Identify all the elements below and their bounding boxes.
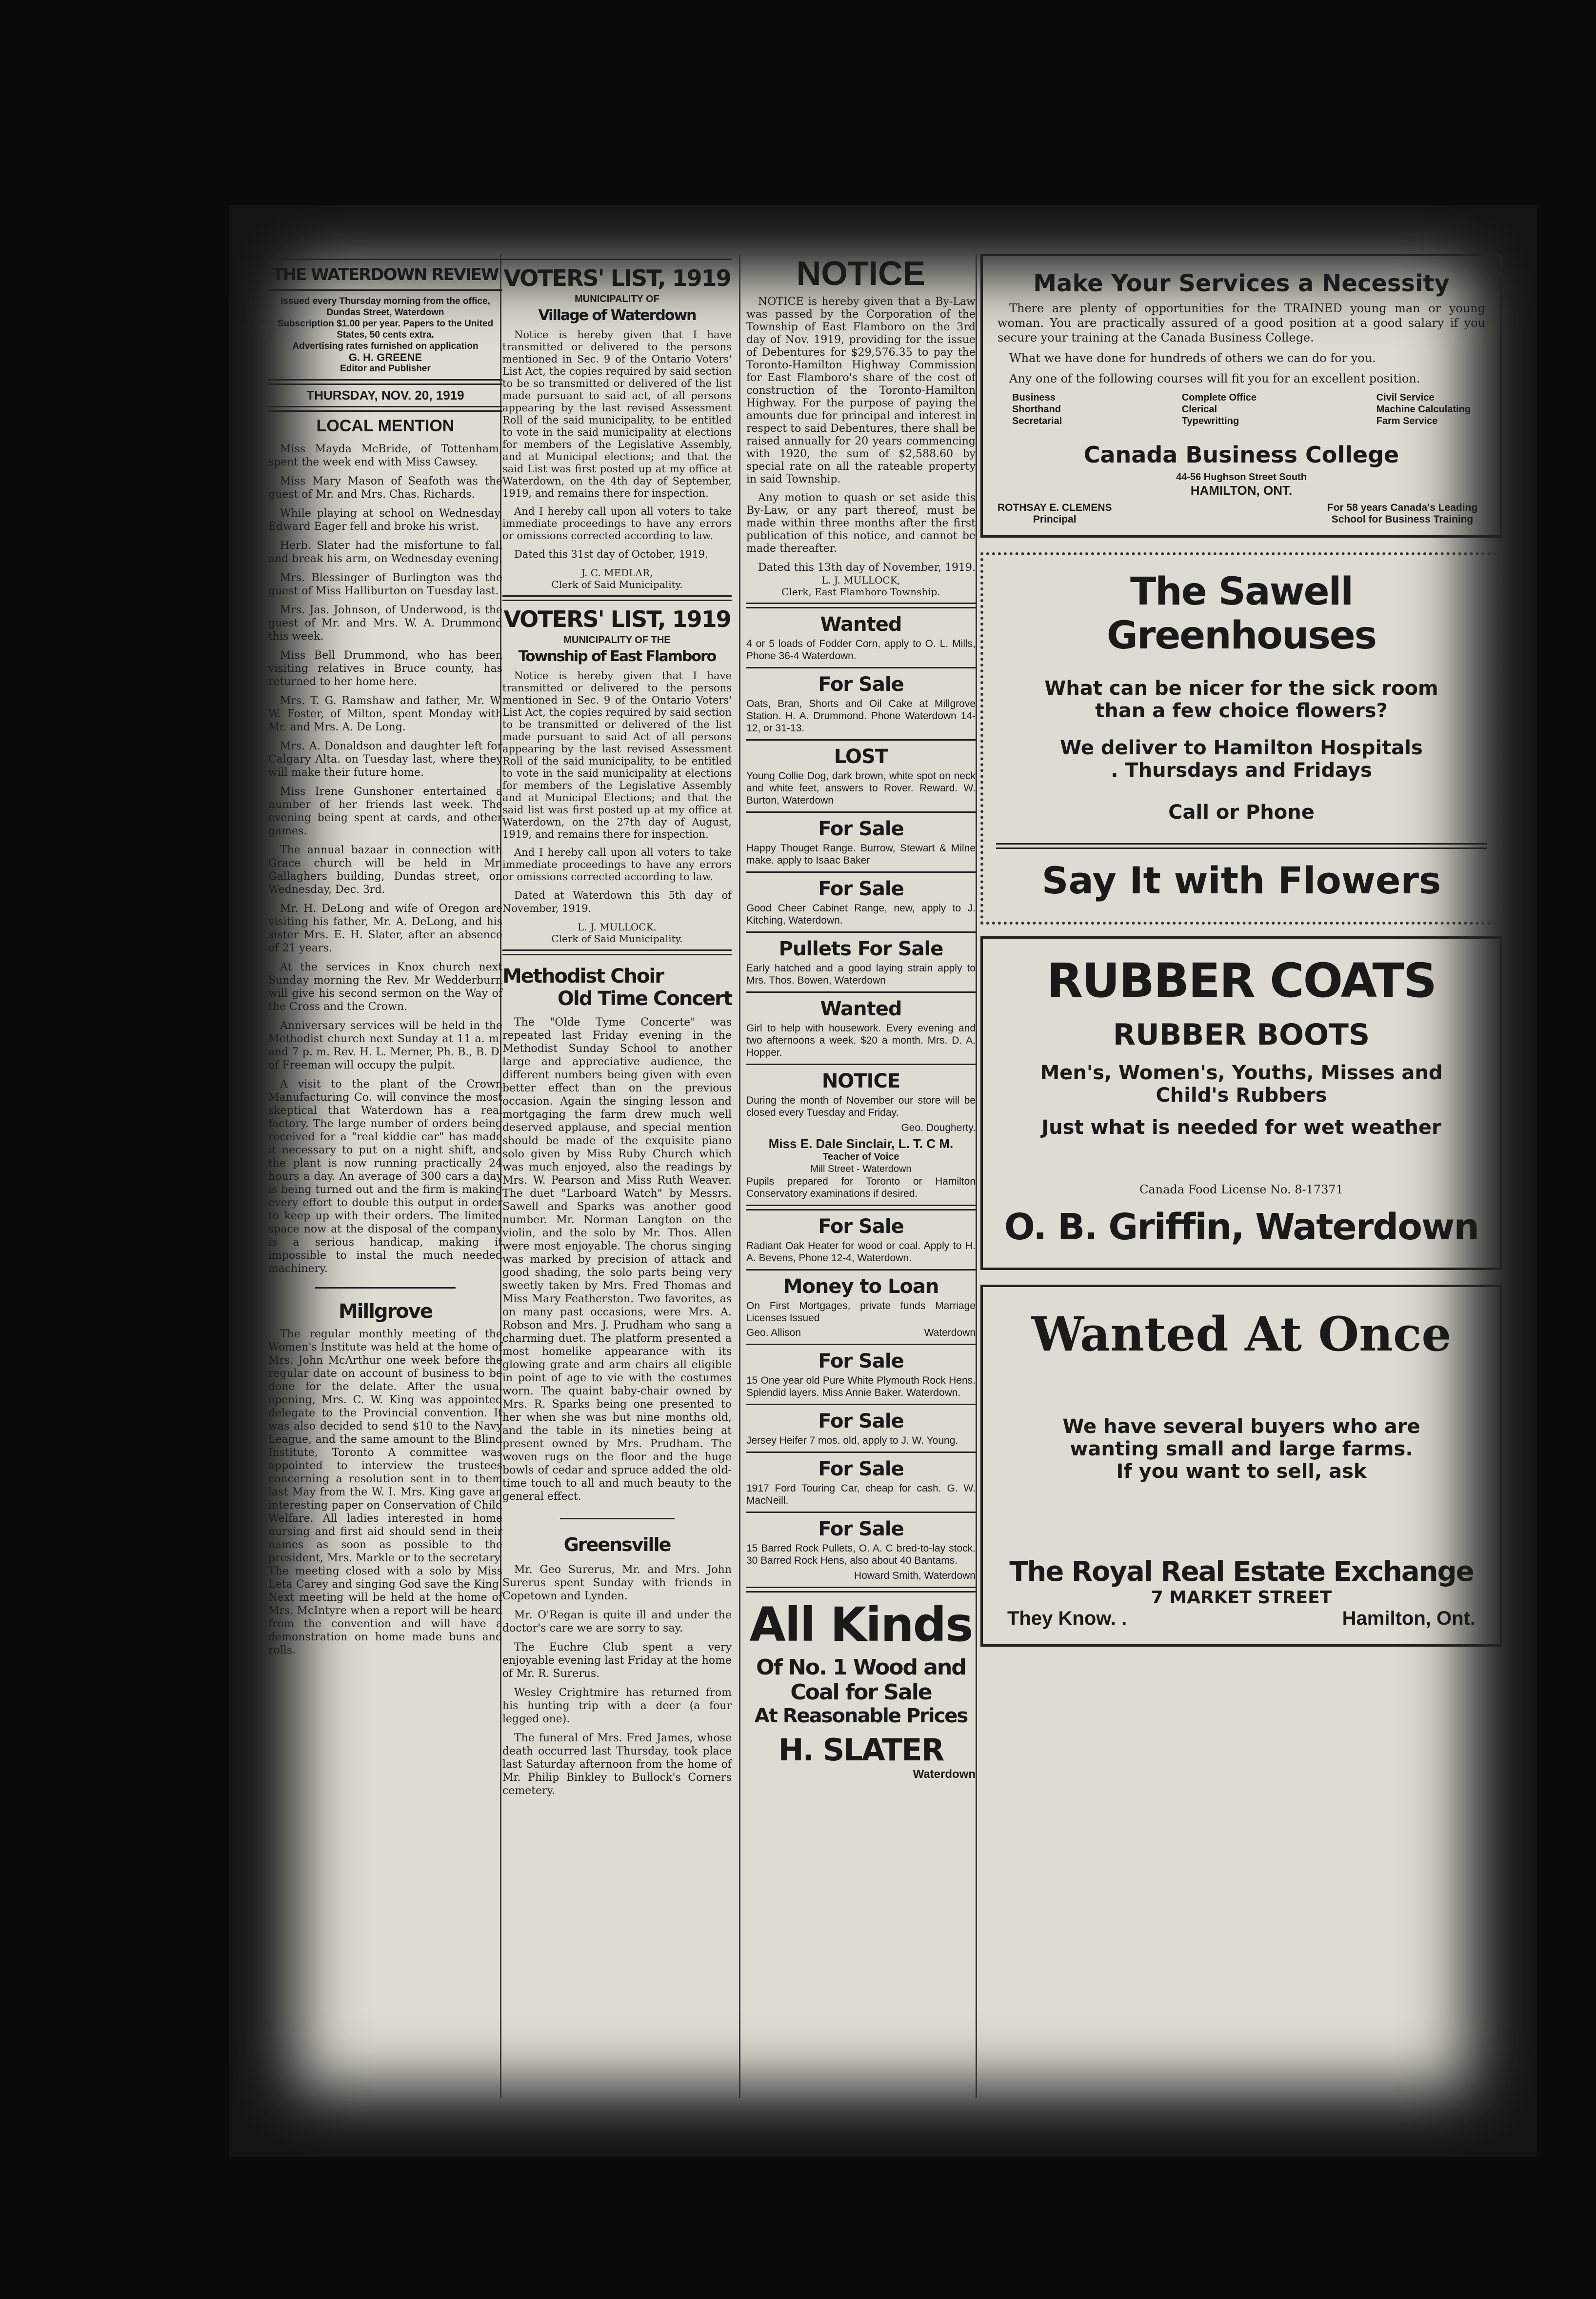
masthead-editor: G. H. GREENE — [348, 351, 422, 363]
classified-ad — [746, 998, 976, 1059]
section-title: Millgrove — [339, 1300, 432, 1323]
course-item: Farm Service — [1376, 416, 1438, 426]
divider — [746, 871, 976, 873]
notice-dated: Dated this 13th day of November, 1919. — [758, 562, 976, 574]
ad-signature: Geo. Allison — [746, 1327, 801, 1338]
divider — [746, 1512, 976, 1513]
classified-ad — [746, 613, 976, 662]
classifieds-list — [746, 613, 976, 1134]
principal-role: Principal — [1033, 514, 1077, 525]
course-item: Clerical — [1181, 404, 1217, 415]
ad-text: On First Mortgages, private funds Marriage Licenses Issued — [746, 1300, 976, 1324]
classified-ad — [746, 878, 976, 927]
divider — [502, 259, 732, 260]
ad-title: For Sale — [818, 1215, 904, 1238]
classified-ad — [746, 1458, 976, 1507]
ad-address: 44-56 Hughson Street South — [1176, 472, 1307, 483]
divider — [268, 259, 502, 260]
ad-signature: Howard Smith, Waterdown — [854, 1570, 976, 1581]
divider — [268, 379, 502, 385]
news-item: Anniversary services will be held in the Methodist church next Sunday at 11 a. m. and 7 p. m. Rev. H. L. Merner, Ph. B., B. D. of Freeman will occupy the pulpit. — [268, 1020, 502, 1071]
news-item: Miss Mary Mason of Seafoth was the guest of Mr. and Mrs. Chas. Richards. — [268, 475, 502, 501]
divider — [746, 931, 976, 933]
section-title: Old Time Concert — [557, 988, 732, 1010]
ad-subtitle: RUBBER BOOTS — [1113, 1018, 1370, 1052]
ad-title: Wanted — [820, 998, 902, 1020]
section-title: Methodist Choir — [502, 965, 663, 988]
ad-title: Wanted At Once — [1031, 1307, 1452, 1362]
ad-text: Oats, Bran, Shorts and Oil Cake at Millgrove Station. H. A. Drummond. Phone Waterdown 14-12, or 31-13. — [746, 698, 976, 734]
ad-text: Girl to help with housework. Every evening and two afternoons a week. $20 a month. Mrs. D. A. Hopper. — [746, 1023, 976, 1058]
classified-ad — [746, 1518, 976, 1582]
notice-text: NOTICE is hereby given that a By-Law was passed by the Corporation of the Township of East Flamboro on the 3rd day of Nov. 1919, providing for the issue of Debentures for $29,576.35 to pay the Toronto-Hamilton Highway Commission for East Flamboro's share of the cost of construction of the Toronto-Hamilton Highway. For the purpose of paying the amounts due for principal and interest in respect to said Debentures, there shall be raised annually for 20 years commencing with 1920, the sum of $2,588.60 by special rate on all the rateable property in said Township. — [746, 296, 976, 485]
divider — [315, 1287, 456, 1289]
ad-license: Canada Food License No. 8-17371 — [1139, 1183, 1343, 1196]
ad-title: LOST — [834, 746, 888, 768]
notice-title: NOTICE — [796, 254, 926, 292]
divider — [746, 811, 976, 813]
ad-address: 7 MARKET STREET — [1151, 1588, 1332, 1608]
column-2 — [502, 254, 732, 1803]
ad-line: Child's Rubbers — [1156, 1084, 1327, 1107]
ad-text: 15 Barred Rock Pullets, O. A. C bred-to-lay stock. 30 Barred Rock Hens, also about 40 Bantams. — [746, 1543, 976, 1566]
ad-text: There are plenty of opportunities for the TRAINED young man or young woman. You are practically assured of a good position at a good salary if you secure your training at the Canada Business College. — [998, 302, 1485, 344]
ad-text: Good Cheer Cabinet Range, new, apply to J. Kitching, Waterdown. — [746, 903, 976, 926]
ad-title: For Sale — [818, 1350, 904, 1372]
notice-text: And I hereby call upon all voters to take immediate proceedings to have any errors or omissions corrected according to law. — [502, 847, 732, 883]
divider — [746, 1452, 976, 1453]
divider — [746, 1064, 976, 1065]
courses-column — [1182, 392, 1257, 427]
divider — [746, 739, 976, 741]
greensville-body — [502, 1563, 732, 1797]
ad-title: For Sale — [818, 878, 904, 900]
divider — [746, 1269, 976, 1270]
notice-text: And I hereby call upon all voters to take immediate proceedings to have any errors or omissions corrected according to law. — [502, 505, 732, 542]
news-item: Miss Bell Drummond, who has been visiting relatives in Bruce county, has returned to her home here. — [268, 649, 502, 688]
classified-ad — [746, 1275, 976, 1339]
section-title: Greensville — [563, 1534, 671, 1555]
local-mention-body — [268, 443, 502, 1275]
ad-city: HAMILTON, ONT. — [1190, 483, 1293, 498]
column-rule — [739, 254, 740, 2098]
newspaper-page — [229, 205, 1536, 2157]
notice-signer: L. J. MULLOCK. — [577, 921, 657, 933]
column-3 — [746, 254, 976, 1781]
ad-title: Pullets For Sale — [778, 938, 943, 960]
masthead-title: THE WATERDOWN REVIEW — [272, 265, 499, 284]
news-item: Mrs. Jas. Johnson, of Underwood, is the guest of Mr. and Mrs. W. A. Drummond this week. — [268, 604, 502, 643]
notice-dated: Dated at Waterdown this 5th day of November, 1919. — [502, 889, 732, 914]
canada-business-college-ad — [980, 254, 1502, 538]
ad-title: Make Your Services a Necessity — [1033, 270, 1450, 297]
courses-list — [998, 392, 1485, 427]
notice-text: Any motion to quash or set aside this By-Law, or any part thereof, must be made within three months after the first publication of this notice, and cannot be made thereafter. — [746, 492, 976, 555]
course-item: Complete Office — [1181, 392, 1257, 403]
classified-ad — [746, 1070, 976, 1134]
classified-ad — [746, 818, 976, 867]
course-item: Shorthand — [1012, 404, 1061, 415]
ad-title: The Sawell Greenhouses — [1106, 570, 1377, 658]
course-item: Secretarial — [1012, 416, 1062, 426]
news-item: The funeral of Mrs. Fred James, whose death occurred last Thursday, took place last Saturday afternoon from the home of Mr. Philip Binkley to Bullock's Corners cemetery. — [502, 1732, 732, 1797]
ad-line: than a few choice flowers? — [1095, 700, 1388, 722]
ad-line: wanting small and large farms. — [1070, 1438, 1413, 1460]
divider — [746, 1205, 976, 1210]
ad-place: Waterdown — [913, 1768, 976, 1781]
news-item: Mrs. Blessinger of Burlington was the guest of Miss Halliburton on Tuesday last. — [268, 572, 502, 597]
ad-text: During the month of November our store will be closed every Tuesday and Friday. — [746, 1095, 976, 1118]
divider — [746, 603, 976, 608]
ad-text: 15 One year old Pure White Plymouth Rock Hens. Splendid layers. Miss Annie Baker. Waterdown. — [746, 1375, 976, 1398]
ad-title: All Kinds — [749, 1597, 973, 1652]
ad-text: Radiant Oak Heater for wood or coal. Apply to H. A. Bevens, Phone 12-4, Waterdown. — [746, 1240, 976, 1264]
ad-title: For Sale — [818, 1518, 904, 1540]
news-item: Mr. Geo Surerus, Mr. and Mrs. John Surerus spent Sunday with friends in Copetown and Lynden. — [502, 1564, 732, 1602]
news-item: Miss Mayda McBride, of Tottenham, spent the week end with Miss Cawsey. — [268, 443, 502, 468]
article-text: The regular monthly meeting of the Women's Institute was held at the home of Mrs. John McArthur one week before the regular date on account of business to be done for the delate. After the usual opening, Mrs. C. W. King was appointed delegate to the Provincial convention. It was also decided to send $10 to the Navy League, and the same amount to the Blind Institute, Toronto A committee was appointed to interview the trustees concerning a resolution sent in to them last May from the W. I. Mrs. King gave an interesting paper on Conservation of Child Welfare. All ladies interested in home nursing and first aid should send in their names as soon as possible to the president, Mrs. Markle or to the secretary. The meeting closed with a solo by Miss Leta Carey and singing God save the King. Next meeting will be held at the home of Mrs. McIntyre when a report will be heard from the convention and will have a demonstration on home made buns and rolls. — [268, 1328, 502, 1656]
ad-footer — [998, 502, 1485, 525]
divider — [746, 1587, 976, 1593]
classified-ad — [746, 1215, 976, 1264]
ad-text: Pupils prepared for Toronto or Hamilton Conservatory examinations if desired. — [746, 1176, 976, 1199]
ad-line: Men's, Women's, Youths, Misses and — [1040, 1062, 1443, 1084]
divider — [502, 595, 732, 601]
issue-date: THURSDAY, NOV. 20, 1919 — [306, 388, 464, 403]
sawell-greenhouses-ad — [980, 552, 1502, 925]
news-item: The annual bazaar in connection with Grace church will be held in Mr. Gallaghers building, Dundas street, on Wednesday, Dec. 3rd. — [268, 844, 502, 896]
ad-signature: Geo. Dougherty. — [901, 1122, 976, 1133]
notice-subtitle: Township of East Flamboro — [518, 648, 716, 665]
divider — [746, 1344, 976, 1345]
news-item: While playing at school on Wednesday, Edward Eager fell and broke his wrist. — [268, 507, 502, 533]
notice-signer-role: Clerk of Said Municipality. — [551, 933, 683, 945]
news-item: The Euchre Club spent a very enjoyable evening last Friday at the home of Mr. R. Surerus. — [502, 1641, 732, 1680]
ad-title: RUBBER COATS — [1046, 953, 1436, 1008]
ad-line: What can be nicer for the sick room — [1044, 677, 1438, 700]
ad-title: For Sale — [818, 1458, 904, 1480]
courses-column — [1012, 392, 1062, 427]
classifieds-list — [746, 1215, 976, 1582]
column-1 — [268, 254, 502, 1663]
classified-ad — [746, 1350, 976, 1399]
course-item: Machine Calculating — [1376, 404, 1471, 415]
principal-name: ROTHSAY E. CLEMENS — [998, 502, 1112, 513]
ad-signature: Waterdown — [924, 1327, 976, 1338]
ad-line: Coal for Sale — [790, 1680, 932, 1705]
news-item: A visit to the plant of the Crown Manufacturing Co. will convince the most skeptical that Waterdown has a real factory. The large number of orders being received for a "real kiddie car" has made it necessary to put on a night shift, and the plant is now running practically 24 hours a day. An average of 300 cars a day is being turned out and the firm is making every effort to double this output in order to keep up with their orders. The limited space now at the disposal of the company is a serious handicap, making it impossible to instal the much needed machinery. — [268, 1078, 502, 1275]
notice-dated: Dated this 31st day of October, 1919. — [514, 548, 708, 560]
ad-line: . Thursdays and Fridays — [1111, 759, 1372, 782]
ad-line: At Reasonable Prices — [754, 1705, 968, 1727]
ad-title: Money to Loan — [783, 1275, 939, 1298]
notice-signer-role: Clerk, East Flamboro Township. — [781, 586, 940, 598]
ad-name: H. SLATER — [778, 1732, 944, 1768]
ad-line: Call or Phone — [1168, 801, 1315, 824]
section-title: LOCAL MENTION — [316, 417, 455, 435]
ad-tagline: For 58 years Canada's Leading School for Business Training — [1327, 502, 1478, 525]
divider — [746, 667, 976, 668]
ad-title: NOTICE — [821, 1070, 900, 1092]
classified-ad — [746, 673, 976, 734]
notice-text: Notice is hereby given that I have transmitted or delivered to the persons mentioned in Sec. 9 of the Ontario Voters' List Act, the copies required by said section to be so transmitted or delivered of the list made pursuant to said act, of all persons appearing by the last revised Assessment Roll of the said municipality, to be entitled to vote in the said municipality at elections for members of the Legislative Assembly, and at Municipal elections; and that the said List was first posted up at my office at Waterdown, on the 4th day of September, 1919, and remains there for inspection. — [502, 329, 732, 499]
article-text: The "Olde Tyme Concerte" was repeated last Friday evening in the Methodist Sunday School to another large and appreciative audience, the different numbers being given with even better effect than on the previous occasion. Again the singing lesson and mortgaging the farm drew much well deserved applause, and special mention should be made of the exquisite piano solo given by Miss Ruby Church which was much enjoyed, also the readings by Mrs. W. Pearson and Miss Ruth Weaver. The duet "Larboard Watch" by Messrs. Sawell and Sparks was another good number. Mr. Norman Langton on the violin, and the solo by Mr. Thos. Allen were most enjoyable. The chorus singing was marked by precision of attack and good shading, the solo parts being very sweetly taken by Mrs. Fred Thomas and Miss Mary Featherston. Two favorites, as on many past occasions, were Mrs. A. Robson and Mrs. J. Prudham who sang a charming duet. The platform presented a most homelike appearance with its glowing grate and arm chairs all eligible in point of age to vie with the costumes worn. The quaint baby-chair owned by Mrs. R. Sparks being one presented to her when she was but nine months old, and the table in its nineties being at present owned by Mrs. Prudham. The woven rugs on the floor and the huge bowls of cedar and spruce added the old-time touch to all and much beauty to the general effect. — [502, 1016, 732, 1503]
news-item: Mr. H. DeLong and wife of Oregon are visiting his father, Mr. A. DeLong, and his sister Mrs. E. H. Slater, after an absence of 21 years. — [268, 903, 502, 954]
news-item: Miss Irene Gunshoner entertained a number of her friends last week. The evening being spent at cards, and other games. — [268, 786, 502, 837]
masthead-info: Advertising rates furnished on application — [292, 341, 479, 351]
ad-tag: They Know. . — [1007, 1608, 1127, 1629]
ad-title: Miss E. Dale Sinclair, L. T. C M. — [768, 1136, 954, 1151]
ad-title: For Sale — [818, 673, 904, 696]
classified-ad — [746, 938, 976, 987]
divider — [268, 406, 502, 412]
ad-title: Wanted — [820, 613, 902, 636]
notice-text: Notice is hereby given that I have transmitted or delivered to the persons mentioned in Sec. 9 of the Ontario Voters' List Act, the copies required by said section to be transmitted or delivered of the list made pursuant to said Act of all persons appearing by the last revised Assessment Roll of the said municipality, to be entitled to vote in the said municipality at elections for members of the Legislative Assembly and at Municipal Elections; and that the said list was first posted up at my office at Waterdown, on the 27th day of August, 1919, and remains there for inspection. — [502, 670, 732, 840]
ad-slogan: Say It with Flowers — [1041, 859, 1441, 902]
royal-real-estate-ad — [980, 1285, 1502, 1647]
notice-signer: J. C. MEDLAR, — [581, 567, 653, 579]
news-item: Mrs. T. G. Ramshaw and father, Mr. W. W. Foster, of Milton, spent Monday with Mr. and Mrs. A. De Long. — [268, 695, 502, 733]
ad-text: 1917 Ford Touring Car, cheap for cash. G. W. MacNeill. — [746, 1483, 976, 1506]
divider — [996, 843, 1487, 849]
griffin-ad — [980, 936, 1502, 1270]
news-item: Mrs. A. Donaldson and daughter left for Calgary Alta. on Tuesday last, where they will make their future home. — [268, 740, 502, 779]
ad-text: Early hatched and a good laying strain apply to Mrs. Thos. Bowen, Waterdown — [746, 963, 976, 986]
ad-title: For Sale — [818, 1410, 904, 1432]
notice-signer-role: Clerk of Said Municipality. — [551, 579, 683, 590]
ad-line: We have several buyers who are — [1062, 1415, 1420, 1438]
courses-column — [1377, 392, 1471, 427]
ad-text: Jersey Heifer 7 mos. old, apply to J. W. Young. — [746, 1435, 958, 1446]
ad-city: Hamilton, Ont. — [1342, 1608, 1476, 1629]
notice-title: VOTERS' LIST, 1919 — [503, 606, 731, 632]
ad-title: For Sale — [818, 818, 904, 840]
ad-text: Happy Thouget Range. Burrow, Stewart & Milne make. apply to Isaac Baker — [746, 843, 976, 866]
ad-name: The Royal Real Estate Exchange — [1009, 1556, 1474, 1588]
ad-text: 4 or 5 loads of Fodder Corn, apply to O. L. Mills, Phone 36-4 Waterdown. — [746, 638, 976, 662]
ad-line: If you want to sell, ask — [1116, 1460, 1367, 1483]
notice-subtitle: MUNICIPALITY OF THE — [563, 635, 671, 645]
masthead-info: Subscription $1.00 per year. Papers to the United States, 50 cents extra. — [277, 319, 494, 340]
ad-line: Of No. 1 Wood and — [756, 1655, 966, 1680]
ad-line: We deliver to Hamilton Hospitals — [1060, 737, 1423, 759]
divider — [746, 1404, 976, 1405]
column-4 — [980, 254, 1502, 1661]
ad-footer — [998, 1608, 1485, 1634]
column-rule — [976, 254, 977, 2098]
divider — [560, 1518, 675, 1519]
course-item: Typewritting — [1181, 416, 1239, 426]
ad-text: Young Collie Dog, dark brown, white spot on neck and white feet, answers to Rover. Reward. W. Burton, Waterdown — [746, 770, 976, 806]
news-item: Mr. O'Regan is quite ill and under the doctor's care we are sorry to say. — [502, 1609, 732, 1634]
ad-text: What we have done for hundreds of others we can do for you. — [1009, 351, 1376, 365]
ad-name: Canada Business College — [1083, 442, 1399, 468]
divider — [268, 289, 502, 291]
divider — [502, 949, 732, 955]
notice-subtitle: MUNICIPALITY OF — [575, 294, 659, 304]
notice-subtitle: Village of Waterdown — [538, 307, 696, 324]
divider — [746, 991, 976, 993]
classified-ad — [746, 1138, 976, 1200]
course-item: Civil Service — [1376, 392, 1435, 403]
classified-ad — [746, 1410, 976, 1447]
ad-text: Any one of the following courses will fit you for an excellent position. — [1009, 372, 1420, 385]
notice-title: VOTERS' LIST, 1919 — [503, 265, 731, 291]
ad-address: Mill Street - Waterdown — [810, 1164, 912, 1174]
news-item: Herb. Slater had the misfortune to fall and break his arm, on Wednesday evening. — [268, 540, 502, 565]
masthead-info: Issued every Thursday morning from the office, Dundas Street, Waterdown — [280, 296, 490, 318]
ad-signature-row — [746, 1327, 976, 1339]
news-item: At the services in Knox church next Sunday morning the Rev. Mr Wedderburn will give his second sermon on the Way of the Cross and the Crown. — [268, 961, 502, 1013]
notice-signer: L. J. MULLOCK, — [821, 574, 901, 586]
ad-name: O. B. Griffin, Waterdown — [1004, 1206, 1479, 1248]
course-item: Business — [1012, 392, 1056, 403]
ad-subtitle: Teacher of Voice — [822, 1151, 899, 1162]
ad-line: Just what is needed for wet weather — [1041, 1116, 1441, 1139]
masthead-editor-role: Editor and Publisher — [340, 363, 431, 374]
news-item: Wesley Crightmire has returned from his hunting trip with a deer (a four legged one). — [502, 1687, 732, 1725]
classified-ad — [746, 746, 976, 807]
